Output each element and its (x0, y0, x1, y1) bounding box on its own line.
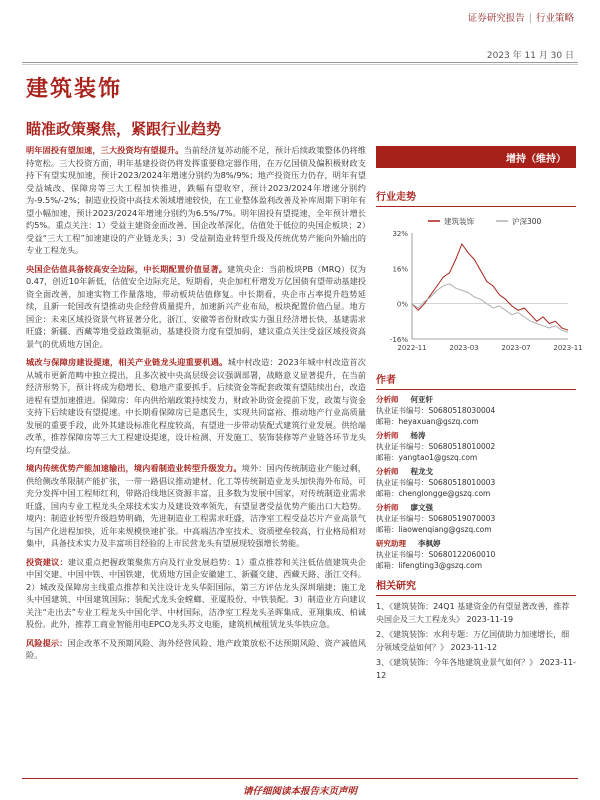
author-email[interactable]: 邮箱：liaowenqiang@gszq.com (376, 525, 492, 534)
author-list (376, 394, 576, 571)
author-entry (376, 394, 576, 427)
paragraph-key: 央国企估值具备较高安全边际，中长期配置价值显著。 (26, 263, 228, 274)
y-tick-label: 0% (396, 300, 408, 309)
author-entry (376, 538, 576, 571)
paragraph-urban-renewal (26, 356, 366, 456)
divider: | (528, 13, 532, 24)
authors-title: 作者 (376, 375, 396, 386)
category-label: 证券研究报告 (467, 13, 525, 24)
y-tick-label: -16% (389, 336, 408, 344)
author-name: 杨涛 (410, 431, 426, 440)
author-role: 分析师 (376, 503, 399, 512)
paragraph-key: 明年固投有望加速，三大投资均有望提升。 (26, 145, 184, 155)
x-tick-label: 2022-11 (397, 344, 427, 352)
series-line (412, 244, 568, 330)
footer-disclaimer: 请仔细阅读本报告末页声明 (242, 786, 357, 797)
related-title: 相关研究 (376, 581, 416, 592)
legend-label: 建筑装饰 (444, 217, 474, 226)
related-item[interactable]: 1、《建筑装饰：24Q1 基建资金仍有望显著改善，推荐央国企及三大工程龙头》 2023-11-19 (376, 602, 570, 624)
paragraph-soe-valuation (26, 263, 366, 351)
paragraph-text: 境外：国内传统制造业产能过剩，供给侧改革限制产能扩张，一带一路倡议推动建材、化工等传统制造业龙头加快海外布局，可充分发挥中国工程师红利，带路沿线地区资源丰富，且多数为发展中国家，对传统制造业需求旺盛，国内专业工程龙头全球技术实力及建设效率领先，有望显著受益优势产能出口大趋势。境内：制造业转型升级趋势明确，先进制造业工程需求旺盛，洁净室工程受益芯片产业高景气与国产化进程加快，近年来规模快速扩张。中高端洁净室技术、资质壁垒较高，行业格局相对集中，具备技术实力及丰富项目经验的上市民营龙头有望展现较强增长势能。 (26, 463, 366, 548)
report-title: 瞄准政策聚焦，紧跟行业趋势 (26, 120, 222, 138)
type-label: 行业策略 (535, 13, 574, 24)
paragraph-text: 当前经济复苏动能不足，预计后续政策整体仍将维持宽松。三大投资方面，明年基建投资仍将发挥重要稳定器作用，在万亿国债及偏积极财政支持下有望实现加速，预计2023/2024年增速分别约为8%/9%；地产投资压力仍存，明年有望受益城改、保障房等三大工程加快推进，跌幅有望收窄，预计2023/2024年增速分别约为-9.5%/-2%；制造业投资中高技术领域增速较快，在工业整体盈利改善及补库周期下明年有望小幅加速，预计2023/2024年增速分别约为6.5%/7%。明年固投有望提速，全年预计增长约5%。重点关注：1）受益主建资金面改善、国企改革深化，估值处于低位的央国企板块；2）受益“三大工程”加速建设的产业链龙头；3）受益制造业转型升级及传统优势产能向外输出的专业工程龙头。 (26, 145, 366, 255)
author-cert: 执业证书编号：S0680519070003 (376, 514, 496, 523)
industry-name: 建筑装饰 (26, 76, 123, 102)
rating-badge: 增持（维持） (376, 146, 576, 168)
author-email[interactable]: 邮箱：heyaxuan@gszq.com (376, 417, 479, 426)
author-email[interactable]: 邮箱：yangtao1@gszq.com (376, 453, 478, 462)
x-tick-label: 2023-11 (553, 344, 583, 352)
paragraph-capacity-export (26, 462, 366, 550)
author-cert: 执业证书编号：S0680518010002 (376, 442, 496, 451)
paragraph-text: 国企改革不及预期风险、海外经营风险、地产政策放松不达预期风险、资产减值风险。 (26, 637, 366, 660)
author-heading (376, 502, 576, 513)
paragraph-text: 建议重点把握政策聚焦方向及行业发展趋势：1）重点推荐和关注低估值建筑央企中国交建、中国中铁、中国铁建，优质地方国企安徽建工、新疆交建、西藏天路、浙江交科。2）城改及保障房主线重点推荐和关注设计龙头华阳国际，第三方评估龙头深圳瑞捷；施工龙头中国建筑、中国建筑国际；装配式龙头金螳螂、亚厦股份、中铁装配。3）制造业方向建议关注“走出去”专业工程龙头中国化学、中材国际，洁净室工程龙头圣晖集成、亚翔集成、柏诚股份。此外，推荐工商业智能用电EPCO龙头苏文电能，建筑机械租赁龙头华铁应急。 (26, 556, 366, 629)
paragraph-key: 城改与保障房建设提速，相关产业链龙头迎重要机遇。 (26, 357, 228, 367)
paragraph-key: 境内传统优势产能加速输出，境内看制造业转型升级发力。 (26, 463, 242, 473)
paragraph-text: 建筑央企：当前板块PB（MRQ）仅为0.47，创近10年新低，估值安全边际充足，短期看，央企加杠杆增发万亿国债有望带动基建投资全面改善，加速实物工作量落地，带动板块估值修复。中长期看，央企市占率提升趋势延续，且新一轮国改有望推动央企经营质量提升，加速新兴产业布局，板块配置价值凸显。地方国企：未来区域投资景气将显著分化，浙江、安徽等省份财政实力强且经济增长快，基建需求旺盛；新疆、西藏等地受益政策驱动，基建投资力度有望加码，建议重点关注受益区域投资高景气的优质地方国企。 (26, 263, 366, 349)
author-heading (376, 394, 576, 405)
paragraph-investment-advice (26, 556, 366, 631)
author-cert: 执业证书编号：S0680518030004 (376, 406, 496, 415)
legend-label: 沪深300 (512, 217, 542, 226)
related-item[interactable]: 2、《建筑装饰：水利专题：万亿国债助力加速增长，细分领域受益如何？》 2023-11-12 (376, 630, 570, 652)
section-divider (376, 595, 576, 596)
paragraph-risk-warning (26, 637, 366, 662)
author-role: 分析师 (376, 395, 399, 404)
author-name: 李枫婷 (418, 539, 441, 548)
report-category (468, 10, 574, 24)
author-name: 廖文强 (410, 503, 433, 512)
series-line (412, 284, 568, 333)
author-heading (376, 430, 576, 441)
x-tick-label: 2023-07 (501, 344, 531, 352)
author-role: 分析师 (376, 467, 399, 476)
related-item[interactable]: 3、《建筑装饰：今年各地建筑业景气如何？》 2023-11-12 (376, 658, 576, 680)
header-divider (22, 62, 578, 63)
footer-divider (22, 778, 578, 779)
author-heading (376, 538, 576, 549)
author-cert: 执业证书编号：S0680518010003 (376, 478, 496, 487)
author-role: 分析师 (376, 431, 399, 440)
author-email[interactable]: 邮箱：chenglongge@gszq.com (376, 489, 491, 498)
author-heading (376, 466, 576, 477)
author-entry (376, 502, 576, 535)
header-divider-secondary (22, 64, 578, 65)
paragraph-key: 风险提示： (26, 637, 68, 648)
section-divider (376, 389, 576, 390)
sidebar (376, 146, 583, 684)
paragraph-text: 城中村改造：2023年城中村改造首次从城市更新范畴中独立提出，且多次被中央高层级会议强调部署，战略意义显著提升，在当前经济形势下，预计将成为稳增长、稳地产重要抓手。后续资金等配套政策有望陆续出台，改造进程有望加速推进。保障房：年内供给端政策持续发力，财政补助资金提前下发，政策与资金支持下后续建设有望提速。中长期看保障房已是惠民生，实现共同富裕、推动地产行业高质量发展的重要手段，此外其建设标准化程度较高，有望进一步带动装配式建筑行业发展。供给端改革，推荐保障房等三大工程建设提速，设计检测、开发施工、装饰装修等产业链各环节龙头均有望受益。 (26, 357, 366, 455)
y-tick-label: 32% (392, 230, 408, 238)
section-divider (376, 206, 576, 207)
report-body (26, 144, 366, 668)
y-tick-label: 16% (392, 265, 408, 274)
trend-title: 行业走势 (376, 192, 416, 203)
author-entry (376, 430, 576, 463)
author-name: 何亚轩 (410, 395, 433, 404)
paragraph-fixed-investment (26, 144, 366, 257)
author-cert: 执业证书编号：S0680122060010 (376, 550, 496, 559)
paragraph-key: 投资建议： (26, 556, 68, 567)
author-name: 程龙戈 (410, 467, 433, 476)
author-entry (376, 466, 576, 499)
trend-chart-svg (376, 211, 583, 361)
author-role: 研究助理 (376, 539, 406, 548)
author-email[interactable]: 邮箱：lifengting3@gszq.com (376, 561, 483, 570)
x-tick-label: 2023-03 (449, 344, 479, 352)
related-list (376, 600, 576, 682)
trend-chart (376, 211, 583, 365)
report-date: 2023 年 11 月 30 日 (486, 51, 574, 61)
